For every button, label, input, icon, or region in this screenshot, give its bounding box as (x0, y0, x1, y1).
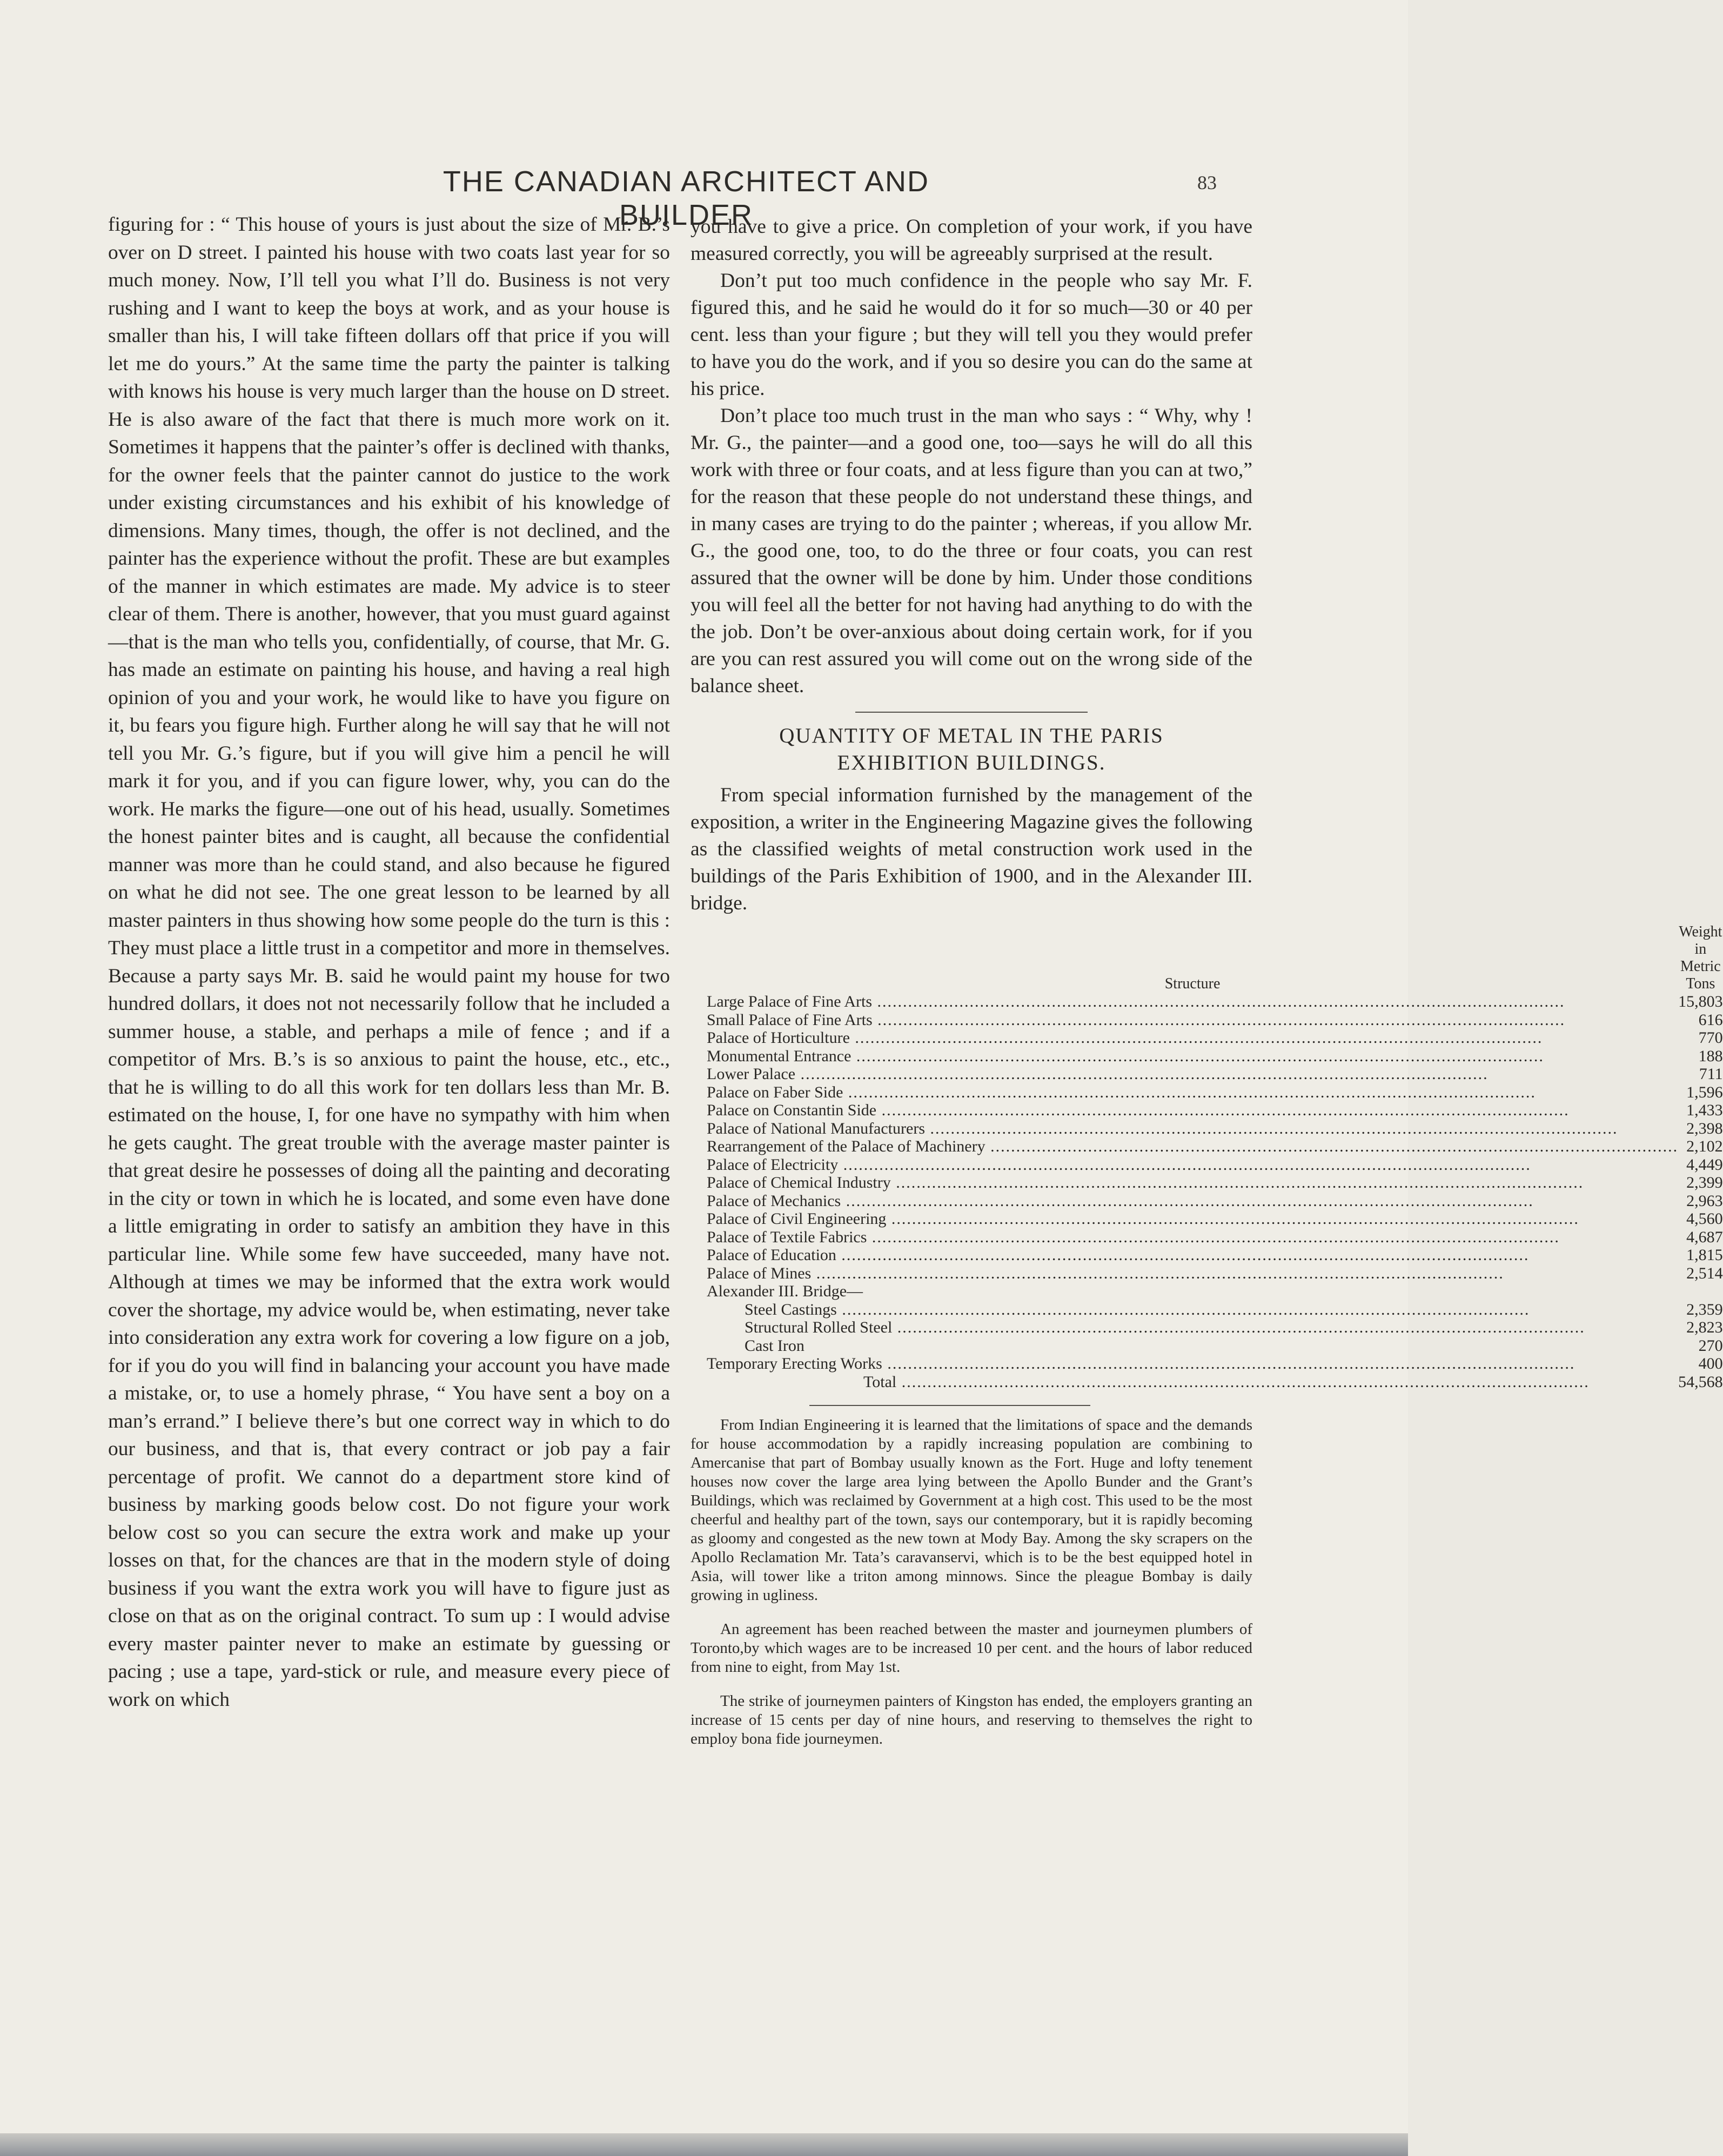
body-paragraph: Don’t place too much trust in the man who says : “ Why, why ! Mr. G., the painter—and a good one, too—says he will do all this work with three or four coats, and at less figure than you can at two,” for the reason that these people do not understand these things, and in many cases are trying to do the painter ; whereas, if you allow Mr. G., the good one, too, to do the three or four coats, you can rest assured that the owner will be done by him. Under those conditions you will feel all the better for not having had anything to do with the the job. Don’t be over-anxious about doing certain work, for if you are you can rest assured you will come out on the wrong side of the balance sheet. (690, 405, 1252, 697)
article-heading-line: EXHIBITION BUILDINGS. (837, 751, 1106, 774)
column-header-weight (1678, 923, 1723, 993)
structure-name: Large Palace of Fine Arts ..... (707, 993, 1565, 1010)
news-item: From Indian Engineering it is learned that the limitations of space and the demands for house accommodation by a rapidly increasing population are combining to Amercanise that part of Bombay usually known as the Fort. Huge and lofty tenement houses now cover the large area lying between the Apollo Bunder and the Grant’s Buildings, which was reclaimed by Government at a high cost. This used to be the most cheerful and healthy part of the town, says our contemporary, but it is rapidly becoming as gloomy and congested as the new town at Mody Bay. Among the sky scrapers on the Apollo Reclamation Mr. Tata’s caravanservi, which is to be the best equipped hotel in Asia, will tower like a triton among minnows. Since the pleague Bombay is daily growing in ugliness. (690, 1416, 1252, 1604)
structure-name: Temporary Erecting Works ..... (707, 1355, 1575, 1372)
structure-name: Palace on Constantin Side ..... (707, 1101, 1570, 1119)
table-row (707, 1083, 1723, 1102)
metal-weights-table (707, 923, 1723, 1391)
body-paragraph: figuring for : “ This house of yours is just about the size of Mr. B.’s over on D street. I painted his house with two coats last year for so much money. Now, I’ll tell you what I’ll do. Business is not very rushing and I want to keep the boys at work, and as your house is smaller than his, I will take fifteen dollars off that price if you will let me do yours.” At the same time the party the painter is talking with knows his house is very much larger than the house on D street. He is also aware of the fact that there is much more work on it. Sometimes it happens that the painter’s offer is declined with thanks, for the owner feels that the painter cannot do justice to the work under existing circumstances and his exhibit of his knowledge of dimensions. Many times, though, the offer is not declined, and the painter has the experience without the profit. These are but examples of the manner in which estimates are made. My advice is to steer clear of them. There is another, however, that you must guard against—that is the man who tells you, confidentially, of course, that Mr. G. has made an estimate on painting his house, and having a real high opinion of you and your work, he would like to have you figure on it, bu fears you figure high. Further along he will say that he will not tell you Mr. G.’s figure, but if you will give him a pencil he will mark it for you, and if you can figure lower, why, you can do the work. He marks the figure—one out of his head, usually. Sometimes the honest painter bites and is caught, all because the confidential manner was more than he could stand, and also because he figured on what he did not see. The one great lesson to be learned by all master painters in thus showing how some people do the turn is this : They must place a little trust in a competitor and more in themselves. Because a party says Mr. B. said he would paint my house for two hundred dollars, it does not not necessarily follow that he included a summer house, a stable, and perhaps a mile of fence ; and if a competitor of Mrs. B.’s is so anxious to paint the house, etc., etc., that he is willing to do all this work for ten dollars less than Mr. B. estimated on the house, I, for one have no sympathy with him when he gets caught. The great trouble with the average master painter is that great desire he possesses of doing all the painting and decorating in the city or town in which he is located, and some even have done a little emigrating in order to satisfy an ambition they have in this particular line. While some few have succeeded, many have not. Although at times we may be informed that the extra work would cover the shortage, my advice would be, when estimating, never take into consideration any extra work for covering a low figure on a job, for if you do you will find in balancing your account you have made a mistake, or, to use a homely phrase, “ You have sent a boy on a man’s errand.” I believe there’s but one correct way in which to do our business, and that is, that every contract or job pay a fair percentage of profit. We cannot do a department store kind of business by marking goods below cost. Do not figure your work below cost so you can secure the extra work and make up your losses on that, for the chances are that in the modern style of doing business if you want the extra work you will have to figure just as close on that as on the original contract. To sum up : I would advise every master painter never to make an estimate by guessing or pacing ; use a tape, yard-stick or rule, and measure every piece of work on which (108, 213, 670, 1711)
structure-name: Palace on Faber Side ..... (707, 1083, 1536, 1101)
table-row (707, 1318, 1723, 1337)
section-divider (855, 712, 1088, 713)
total-label: Total ..... (863, 1373, 1590, 1391)
weight-value: 2,823 (1686, 1318, 1723, 1336)
bridge-label: Alexander III. Bridge— (707, 1282, 863, 1300)
body-paragraph: Don’t put too much confidence in the people who say Mr. F. figured this, and he said he would do it for so much—30 or 40 per cent. less than your figure ; but they will tell you they would prefer to have you do the work, and if you so desire you can do the same at his price. (690, 270, 1252, 400)
table-row (707, 1065, 1723, 1083)
structure-name: Lower Palace ..... (707, 1065, 1489, 1083)
structure-name: Palace of Education ..... (707, 1246, 1529, 1264)
structure-name: Palace of Mines ..... (707, 1264, 1504, 1282)
table-row (707, 1355, 1723, 1373)
table-row (707, 993, 1723, 1011)
weight-value: 1,815 (1686, 1246, 1723, 1264)
column-header-structure: Structure (1164, 975, 1221, 992)
table-row (707, 1047, 1723, 1066)
structure-name: Palace of Horticulture ..... (707, 1029, 1543, 1047)
weight-value: 1,596 (1686, 1083, 1723, 1101)
weight-value: 2,102 (1686, 1137, 1723, 1155)
news-item: An agreement has been reached between the master and journeymen plumbers of Toronto,by which wages are to be increased 10 per cent. and the hours of labor reduced from nine to eight, from May 1st. (690, 1621, 1252, 1676)
table-row (707, 1301, 1723, 1319)
total-value: 54,568 (1678, 1372, 1723, 1391)
article-heading-line: QUANTITY OF METAL IN THE PARIS (779, 724, 1164, 747)
weight-value: 711 (1699, 1065, 1723, 1083)
column-header-weight-line: Metric Tons (1680, 958, 1721, 992)
table-row (707, 1210, 1723, 1228)
table-row (707, 1101, 1723, 1120)
structure-name: Structural Rolled Steel ..... (745, 1318, 1585, 1336)
weight-value: 270 (1698, 1336, 1723, 1355)
total-row (707, 1373, 1723, 1391)
article-heading (690, 722, 1252, 776)
page-header (0, 165, 1408, 231)
structure-name: Palace of Electricity ..... (707, 1156, 1531, 1174)
structure-name: Palace of Civil Engineering ..... (707, 1210, 1579, 1228)
structure-name: Palace of Textile Fabrics ..... (707, 1228, 1560, 1246)
structure-name: Palace of Mechanics ..... (707, 1192, 1534, 1210)
weight-value: 616 (1698, 1010, 1723, 1029)
news-item: The strike of journeymen painters of Kingston has ended, the employers granting an increase of 15 cents per day of nine hours, and reserving to themselves the right to employ bona fide journeymen. (690, 1692, 1252, 1747)
weight-value: 400 (1698, 1355, 1723, 1372)
structure-name: Cast Iron (745, 1336, 804, 1355)
table-row (707, 1120, 1723, 1138)
weight-value: 15,803 (1678, 993, 1723, 1010)
structure-name: Rearrangement of the Palace of Machinery ..... (707, 1137, 1678, 1155)
table-row (707, 1264, 1723, 1283)
weight-value: 4,449 (1686, 1155, 1723, 1174)
table-row (707, 1192, 1723, 1210)
structure-name: Steel Castings ..... (745, 1301, 1530, 1318)
structure-name: Palace of Chemical Industry ..... (707, 1174, 1584, 1191)
running-title: THE CANADIAN ARCHITECT AND BUILDER (443, 165, 930, 231)
table-row (707, 1156, 1723, 1174)
table-row (707, 1174, 1723, 1192)
right-column (690, 213, 1723, 1764)
weight-value: 2,514 (1686, 1264, 1723, 1282)
weight-value: 2,359 (1686, 1300, 1723, 1318)
table-row (707, 1029, 1723, 1047)
weight-value: 1,433 (1686, 1101, 1723, 1119)
section-divider (809, 1405, 1090, 1406)
table-row (707, 1246, 1723, 1264)
structure-name: Monumental Entrance ..... (707, 1047, 1544, 1065)
table-row (707, 1011, 1723, 1029)
table-row (707, 1337, 1723, 1355)
weight-value: 2,963 (1686, 1191, 1723, 1210)
column-header-weight-line: Weight in (1679, 923, 1722, 958)
table-row (707, 1228, 1723, 1247)
weight-value: 2,399 (1686, 1174, 1723, 1191)
weight-value: 4,560 (1686, 1210, 1723, 1228)
weight-value: 2,398 (1686, 1119, 1723, 1137)
scan-bottom-edge (0, 2133, 1408, 2156)
table-row (707, 1282, 1723, 1301)
weight-value: 770 (1698, 1029, 1723, 1047)
article-intro: From special information furnished by the management of the exposition, a writer in the Engineering Magazine gives the following as the classified weights of metal construction work used in the buildings of the Paris Exhibition of 1900, and in the Alexander III. bridge. (690, 784, 1252, 914)
weight-value: 4,687 (1686, 1228, 1723, 1246)
page-number: 83 (1197, 172, 1217, 193)
left-column (108, 211, 670, 1713)
weight-value: 188 (1698, 1047, 1723, 1065)
body-paragraph: you have to give a price. On completion of your work, if you have measured correctly, you will be agreeably surprised at the result. (690, 216, 1252, 265)
table-row (707, 1137, 1723, 1156)
structure-name: Small Palace of Fine Arts ..... (707, 1011, 1565, 1029)
structure-name: Palace of National Manufacturers ..... (707, 1120, 1618, 1137)
